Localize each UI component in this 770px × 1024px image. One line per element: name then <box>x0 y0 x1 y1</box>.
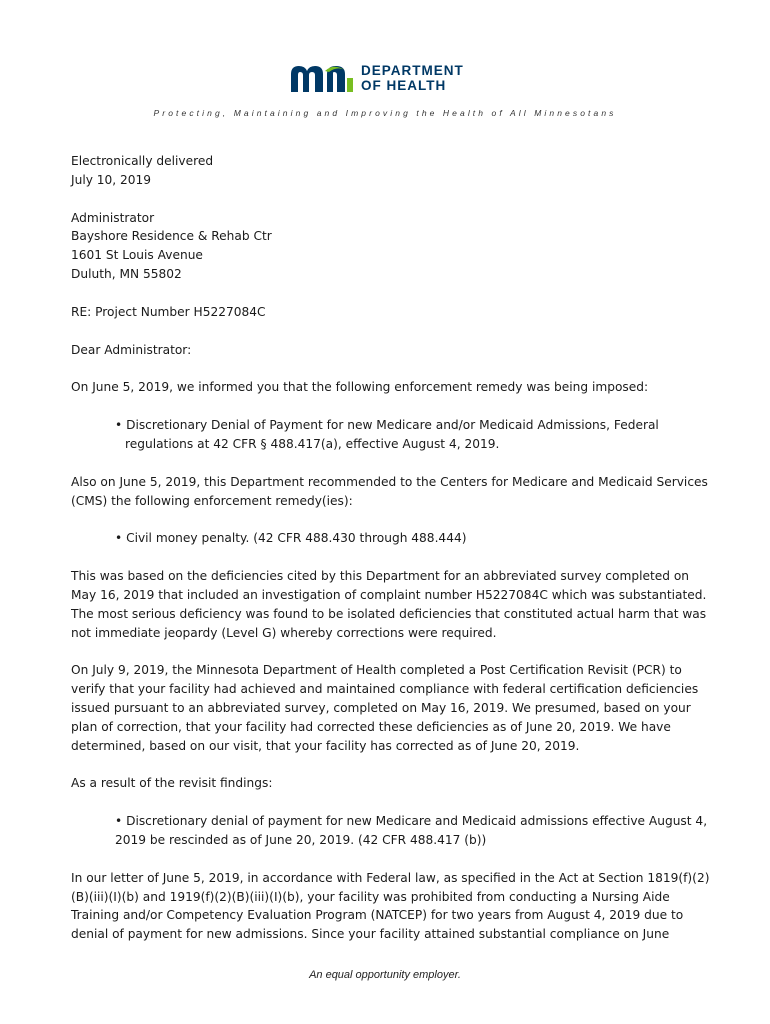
logo-line-1: DEPARTMENT <box>361 63 464 78</box>
re-line: RE: Project Number H5227084C <box>71 304 266 319</box>
paragraph-3: This was based on the deficiencies cited by this Department for an abbreviated survey completed on May 16, 2019 that included an investigation of complaint number H5227084C which was substantiated. The most serious deficiency was found to be isolated deficiencies that constituted actual harm that was not immediate jeopardy (Level G) whereby corrections were required. <box>71 569 707 640</box>
paragraph-5: As a result of the revisit findings: <box>71 776 273 791</box>
bullet-text: • Civil money penalty. (42 CFR 488.430 through 488.444) <box>115 531 467 546</box>
paragraph-6: In our letter of June 5, 2019, in accordance with Federal law, as specified in the Act at Section 1819(f)(2)(B)(iii)(I)(b) and 1919(f)(2)(B)(iii)(I)(b), your facility was prohibited from conducting a Nursing Aide Training and/or Competency Evaluation Program (NATCEP) for two years from August 4, 2019 due to denial of payment for new admissions. Since your facility attained substantial compliance on June <box>71 870 710 942</box>
department-logo <box>289 62 489 96</box>
address-line: Duluth, MN 55802 <box>71 266 182 281</box>
letter-date: July 10, 2019 <box>71 172 152 187</box>
recipient-address <box>71 209 711 284</box>
mn-logo-icon <box>289 62 355 94</box>
paragraph-2: Also on June 5, 2019, this Department recommended to the Centers for Medicare and Medicaid Services (CMS) the following enforcement remedy(ies): <box>71 474 708 508</box>
address-line: 1601 St Louis Avenue <box>71 248 203 263</box>
bullet-item-3 <box>71 812 711 850</box>
bullet-text: • Discretionary Denial of Payment for new Medicare and/or Medicaid Admissions, Federal regulations at 42 CFR § 488.417(a), effective August 4, 2019. <box>115 418 659 451</box>
paragraph-1: On June 5, 2019, we informed you that the following enforcement remedy was being imposed: <box>71 380 649 395</box>
bullet-text: • Discretionary denial of payment for new Medicare and Medicaid admissions effective August 4, 2019 be rescinded as of June 20, 2019. (42 CFR 488.417 (b)) <box>115 814 708 847</box>
delivery-method: Electronically delivered <box>71 154 214 168</box>
bullet-item-1 <box>71 416 711 454</box>
footer-text: An equal opportunity employer. <box>309 969 461 981</box>
paragraph-4: On July 9, 2019, the Minnesota Department of Health completed a Post Certification Revisit (PCR) to verify that your facility had achieved and maintained compliance with federal certification deficiencies issued pursuant to an abbreviated survey, completed on May 16, 2019. We presumed, based on your plan of correction, that your facility had corrected these deficiencies as of June 20, 2019. We have determined, based on our visit, that your facility has corrected as of June 20, 2019. <box>71 663 699 753</box>
address-line: Bayshore Residence & Rehab Ctr <box>71 229 272 244</box>
logo-wordmark <box>361 63 464 93</box>
salutation: Dear Administrator: <box>71 342 192 357</box>
bullet-item-2 <box>71 529 711 548</box>
logo-line-2: OF HEALTH <box>361 78 447 93</box>
tagline: Protecting, Maintaining and Improving the Health of All Minnesotans <box>153 108 617 118</box>
letter-body <box>71 152 711 963</box>
address-line: Administrator <box>71 210 155 225</box>
